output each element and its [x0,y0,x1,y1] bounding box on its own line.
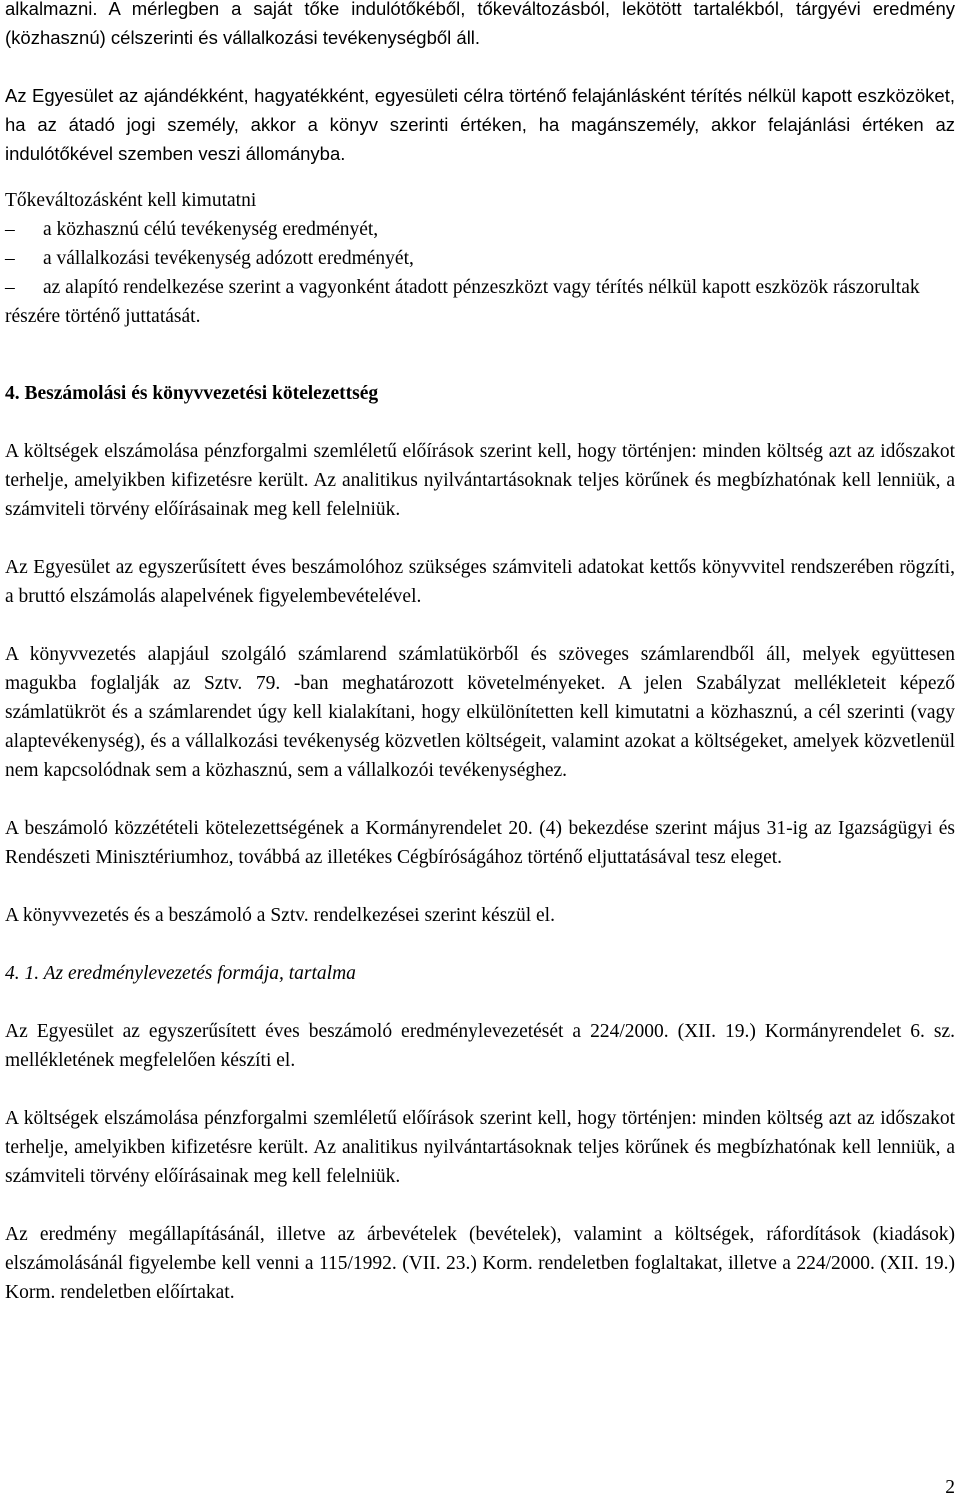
capital-change-item-text: az alapító rendelkezése szerint a vagyonként átadott pénzeszközt vagy térítés nélkül kapott eszközök rászorultak részére történő juttatását. [5,277,920,327]
section-4-paragraph-5: A könyvvezetés és a beszámoló a Sztv. rendelkezései szerint készül el. [5,905,555,926]
dash-bullet: – [5,277,15,298]
capital-change-item-text: a vállalkozási tevékenység adózott eredményét, [43,248,414,269]
capital-change-item [5,273,955,331]
section-4-paragraph-4: A beszámoló közzétételi kötelezettségének a Kormányrendelet 20. (4) bekezdése szerint május 31-ig az Igazságügyi és Rendészeti Minisztériumhoz, továbbá az illetékes Cégbíróságához történő eljuttatásával tesz eleget. [5,818,955,868]
section-4-paragraph-1: A költségek elszámolása pénzforgalmi szemléletű előírások szerint kell, hogy történjen: minden költség azt az időszakot terhelje, amelyikben kifizetésre került. Az analitikus nyilvántartásoknak teljes körűnek és megbízhatónak kell lenniük, a számviteli törvény előírásainak meg kell felelniük. [5,441,955,520]
capital-change-block [5,186,955,331]
capital-change-item-text: a közhasznú célú tevékenység eredményét, [43,219,379,240]
intro-paragraph: alkalmazni. A mérlegben a saját tőke indulótőkéből, tőkeváltozásból, lekötött tartalékból, tárgyévi eredmény (közhasznú) célszerinti és vállalkozási tevékenységből áll. [5,0,955,48]
capital-change-item [5,215,955,244]
section-4-paragraph-3: A könyvvezetés alapjául szolgáló számlarend számlatükörből és szöveges számlarendből áll, melyek együttesen magukba foglalják az Sztv. 79. -ban meghatározott követelményeket. A jelen Szabályzat mellékleteit képező számlatükröt és a számlarendet úgy kell kialakítani, hogy elkülönítetten kell kimutatni a közhasznú, a cél szerinti (vagy alaptevékenység), és a vállalkozási tevékenység közvetlen költségeit, valamint azokat a költségeket, amelyek közvetlenül nem kapcsolódnak sem a közhasznú, sem a vállalkozói tevékenységhez. [5,644,955,781]
dash-bullet: – [5,219,15,240]
section-4-heading: 4. Beszámolási és könyvvezetési kötelezettség [5,383,379,404]
section-4-1-paragraph-3: Az eredmény megállapításánál, illetve az árbevételek (bevételek), valamint a költségek, ráfordítások (kiadások) elszámolásánál figyelembe kell venni a 115/1992. (VII. 23.) Korm. rendeletben foglaltakat, illetve a 224/2000. (XII. 19.) Korm. rendeletben előírtakat. [5,1224,955,1303]
section-4-1-paragraph-1: Az Egyesület az egyszerűsített éves beszámoló eredménylevezetését a 224/2000. (XII. 19.) Kormányrendelet 6. sz. mellékletének megfelelően készíti el. [5,1021,955,1071]
section-4-1-heading: 4. 1. Az eredménylevezetés formája, tartalma [5,963,356,984]
capital-change-intro: Tőkeváltozásként kell kimutatni [5,190,257,211]
capital-change-item [5,244,955,273]
section-4-paragraph-2: Az Egyesület az egyszerűsített éves beszámolóhoz szükséges számviteli adatokat kettős könyvvitel rendszerében rögzíti, a bruttó elszámolás alapelvének figyelembevételével. [5,557,955,607]
document-page [5,0,955,1307]
section-4-1-paragraph-2: A költségek elszámolása pénzforgalmi szemléletű előírások szerint kell, hogy történjen: minden költség azt az időszakot terhelje, amelyikben kifizetésre került. Az analitikus nyilvántartásoknak teljes körűnek és megbízhatónak kell lenniük, a számviteli törvény előírásainak meg kell felelniük. [5,1108,955,1187]
page-number: 2 [945,1477,955,1498]
dash-bullet: – [5,248,15,269]
donations-paragraph: Az Egyesület az ajándékként, hagyatékként, egyesületi célra történő felajánlásként térítés nélkül kapott eszközöket, ha az átadó jogi személy, akkor a könyv szerinti értéken, ha magánszemély, akkor felajánlási értéken az indulótőkével szemben veszi állományba. [5,85,955,164]
